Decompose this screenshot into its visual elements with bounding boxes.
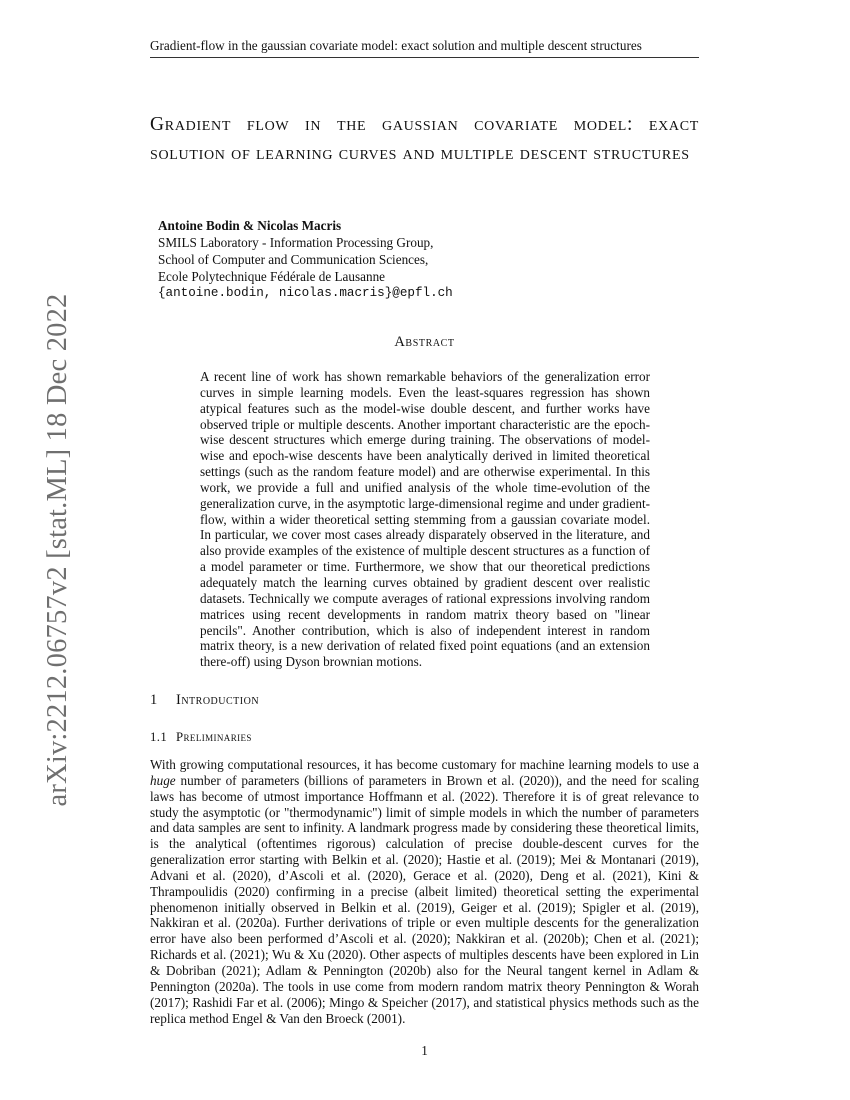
arxiv-identifier-stamp: arXiv:2212.06757v2 [stat.ML] 18 Dec 2022: [42, 293, 73, 807]
page-number: 1: [421, 1043, 428, 1058]
body-text: With growing computational resources, it has become customary for machine learning models to use a: [150, 757, 699, 772]
affiliation-line: School of Computer and Communication Sciences,: [158, 252, 429, 267]
header-rule: [150, 57, 699, 58]
authors-block: [158, 217, 698, 302]
subsection-title: Preliminaries: [176, 730, 252, 744]
body-emphasis: huge: [150, 772, 176, 788]
body-paragraph: [150, 757, 699, 1026]
abstract-text: A recent line of work has shown remarkable behaviors of the generalization error curves in simple learning models. Even the least-squares regression has shown atypical features such as the model-wise double descent, and further works have observed triple or multiple descents. Another important characteristic are the epoch-wise descent structures which emerge during training. The observations of model-wise and epoch-wise descents have been analytically derived in limited theoretical settings (such as the random feature model) and are otherwise experimental. In this work, we provide a full and unified analysis of the whole time-evolution of the generalization curve, in the asymptotic large-dimensional regime and under gradient-flow, within a wider theoretical setting stemming from a gaussian covariate model. In particular, we cover most cases already disparately observed in the literature, and also provide examples of the existence of multiple descent structures as a function of a model parameter or time. Furthermore, we show that our theoretical predictions adequately match the learning curves obtained by gradient descent over realistic datasets. Technically we compute averages of rational expressions involving random matrices using recent developments in random matrix theory based on "linear pencils". Another contribution, which is also of independent interest in random matrix theory, is a new derivation of related fixed point equations (and an extension there-off) using Dyson brownian motions.: [200, 369, 650, 670]
paper-title: Gradient flow in the gaussian covariate model: exact solution of learning curves and multiple descent structures: [150, 114, 699, 164]
affiliation-line: SMILS Laboratory - Information Processing Group,: [158, 235, 434, 250]
section-number: 1: [150, 692, 158, 708]
section-title: Introduction: [176, 692, 260, 708]
author-names: Antoine Bodin & Nicolas Macris: [158, 218, 342, 233]
author-emails: {antoine.bodin, nicolas.macris}@epfl.ch: [158, 286, 453, 300]
subsection-number: 1.1: [150, 730, 168, 744]
body-text-continued: number of parameters (billions of parameters in Brown et al. (2020)), and the need for scaling laws has become of utmost importance Hoffmann et al. (2022). Therefore it is of great relevance to study the asymptotic (or "thermodynamic") limit of simple models in which the number of parameters and data samples are sent to infinity. A landmark progress made by considering these theoretical limits, is the analytical (oftentimes rigorous) calculation of precise double-descent curves for the generalization error starting with Belkin et al. (2020); Hastie et al. (2019); Mei & Montanari (2019), Advani et al. (2020), d’Ascoli et al. (2020), Gerace et al. (2020), Deng et al. (2021), Kini & Thrampoulidis (2020) confirming in a precise (albeit limited) theoretical setting the experimental phenomenon initially observed in Belkin et al. (2019), Geiger et al. (2019); Spigler et al. (2019), Nakkiran et al. (2020a). Further derivations of triple or even multiple descents for the generalization error have also been performed d’Ascoli et al. (2020); Nakkiran et al. (2020b); Chen et al. (2021); Richards et al. (2021); Wu & Xu (2020). Other aspects of multiples descents have been explored in Lin & Dobriban (2021); Adlam & Pennington (2020b) also for the Neural tangent kernel in Adlam & Pennington (2020a). The tools in use come from modern random matrix theory Pennington & Worah (2017); Rashidi Far et al. (2006); Mingo & Speicher (2017), and statistical physics methods such as the replica method Engel & Van den Broeck (2001).: [150, 772, 699, 1026]
abstract-heading: Abstract: [394, 334, 455, 350]
subsection-heading-preliminaries: [150, 730, 699, 745]
affiliation-line: Ecole Polytechnique Fédérale de Lausanne: [158, 269, 386, 284]
running-header: Gradient-flow in the gaussian covariate model: exact solution and multiple descent structures: [150, 38, 642, 53]
section-heading-introduction: [150, 692, 699, 709]
